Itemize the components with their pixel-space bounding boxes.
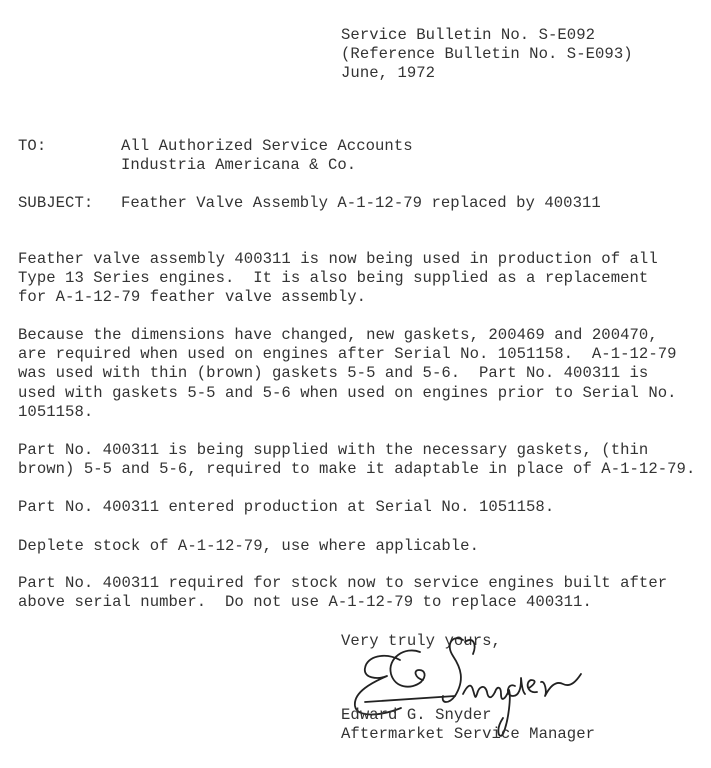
- body-paragraph: [18, 537, 479, 556]
- body-paragraph: [18, 441, 695, 479]
- subject-label: SUBJECT:: [18, 194, 94, 212]
- reference-bulletin: (Reference Bulletin No. S-E093): [341, 45, 633, 64]
- paragraph-line: Type 13 Series engines. It is also being supplied as a replacement: [18, 269, 649, 288]
- signer-name: Edward G. Snyder: [341, 706, 492, 724]
- paragraph-line: Part No. 400311 entered production at Serial No. 1051158.: [18, 498, 555, 516]
- bulletin-date: June, 1972: [341, 64, 436, 83]
- recipient-line: All Authorized Service Accounts: [121, 137, 413, 155]
- body-paragraph: [18, 326, 677, 422]
- subject-value: Feather Valve Assembly A-1-12-79 replaced by 400311: [121, 194, 601, 212]
- scan-artifact: [18, 758, 26, 764]
- paragraph-line: 1051158.: [18, 402, 94, 421]
- paragraph-line: Because the dimensions have changed, new gaskets, 200469 and 200470,: [18, 326, 658, 344]
- paragraph-line: above serial number. Do not use A-1-12-79 to replace 400311.: [18, 593, 592, 612]
- signer-title: Aftermarket Service Manager: [341, 725, 596, 744]
- bulletin-header: [341, 26, 633, 84]
- body-paragraph: [18, 574, 667, 612]
- paragraph-line: used with gaskets 5-5 and 5-6 when used on engines prior to Serial No.: [18, 383, 677, 402]
- paragraph-line: are required when used on engines after Serial No. 1051158. A-1-12-79: [18, 345, 677, 364]
- body-paragraph: [18, 250, 658, 308]
- to-label: TO:: [18, 137, 47, 155]
- paragraph-line: Feather valve assembly 400311 is now being used in production of all: [18, 250, 658, 268]
- recipients: [121, 137, 413, 175]
- bulletin-number: Service Bulletin No. S-E092: [341, 26, 596, 44]
- paragraph-line: was used with thin (brown) gaskets 5-5 and 5-6. Part No. 400311 is: [18, 364, 649, 383]
- paragraph-line: brown) 5-5 and 5-6, required to make it adaptable in place of A-1-12-79.: [18, 460, 696, 479]
- paragraph-line: Part No. 400311 required for stock now to service engines built after: [18, 574, 668, 592]
- signature-block: [341, 706, 595, 744]
- paragraph-line: Deplete stock of A-1-12-79, use where applicable.: [18, 537, 479, 555]
- paragraph-line: for A-1-12-79 feather valve assembly.: [18, 288, 367, 307]
- closing-salutation: Very truly yours,: [341, 632, 501, 650]
- body-paragraph: [18, 498, 554, 517]
- recipient-line: Industria Americana & Co.: [121, 156, 357, 175]
- paragraph-line: Part No. 400311 is being supplied with the necessary gaskets, (thin: [18, 441, 649, 459]
